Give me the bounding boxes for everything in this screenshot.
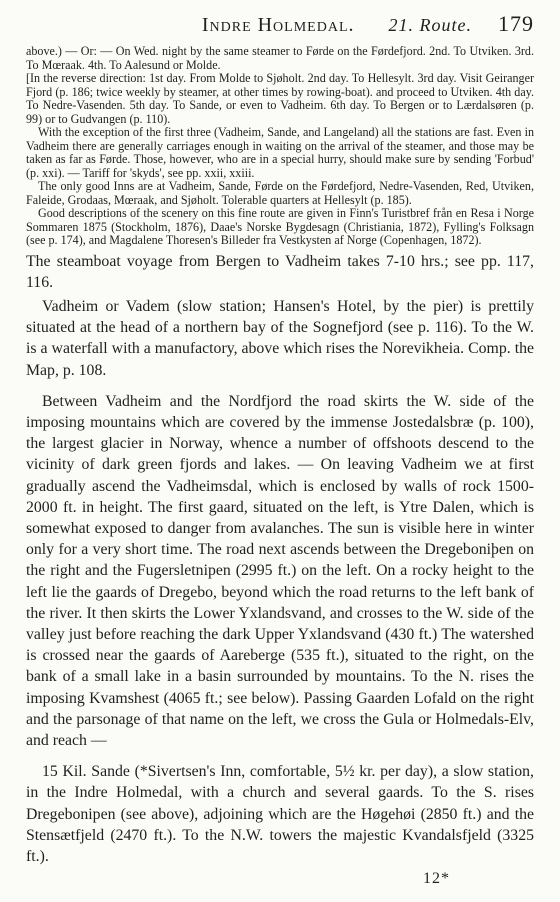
body-paragraph: The steamboat voyage from Bergen to Vadheim takes 7-10 hrs.; see pp. 117, 116. [26,252,534,291]
body-paragraph: Between Vadheim and the Nordfjord the road skirts the W. side of the imposing mountains which are covered by the immense Jostedalsbræ (p. 100), the largest glacier in Norway, whence a number of offshoots descend to the vicinity of dark green fjords and lakes. — On leaving Vadheim we at first gradually ascend the Vadheimsdal, which is enclosed by walls of rock 1500-2000 ft. in height. The first gaard, situated on the left, is Ytre Dalen, which is somewhat exposed to danger from avalanches. The sun is visible here in winter only for a very short time. The road next ascends between the Dregeboniþen on the right and the Fugersletnipen (2995 ft.) on the left. On a rocky height to the left lie the gaards of Dregebo, beyond which the road returns to the left bank of the river. It then skirts the Lower Yxlandsvand, and crosses to the W. side of the valley just before reaching the dark Upper Yxlandsvand (430 ft.) The watershed is crossed near the gaards of Aareberge (535 ft.), situated to the right, on the bank of a small lake in a basin surrounded by mountains. To the N. rises the imposing Kvamshest (4065 ft.; see below). Passing Gaarden Lofald on the right and the parsonage of that name on the left, we cross the Gula or Holmedals-Elv, and reach — [26,392,534,749]
body-paragraph: Vadheim or Vadem (slow station; Hansen's Hotel, by the pier) is prettily situated at the head of a northern bay of the Sognefjord (see p. 116). To the W. is a waterfall with a manufactory, above which rises the Norevikheia. Comp. the Map, p. 108. [26,297,534,379]
small-paragraph: above.) — Or: — On Wed. night by the same steamer to Førde on the Førdefjord. 2nd. To Utviken. 3rd. To Mœraak. 4th. To Aalesund or Molde. [26,44,534,72]
header-route: 21. Route. [388,15,472,35]
small-paragraph: Good descriptions of the scenery on this fine route are given in Finn's Turistbref från en Resa i Norge Sommaren 1875 (Stockholm, 1876), Daae's Norske Bygdesagn (Christiania, 1872), Fylling's Folksagn (see p. 174), and Magdalene Thoresen's Billeder fra Vestkysten af Norge (Copenhagen, 1872). [26,206,534,247]
signature-mark: 12* [423,870,450,887]
small-paragraph: With the exception of the first three (Vadheim, Sande, and Langeland) all the stations are fast. Even in Vadheim there are generally carriages enough in waiting on the arrival of the steamer, and those may be taken as far as Førde. Those, however, who are in a special hurry, should make sure by sending 'Forbud' (p. xxi). — Tariff for 'skyds', see pp. xxii, xxiii. [26,125,534,180]
small-paragraph: The only good Inns are at Vadheim, Sande, Førde on the Førdefjord, Nedre-Vasenden, Red, Utviken, Faleide, Grodaas, Mœraak, and Sjøholt. Tolerable quarters at Hellesylt (p. 185). [26,179,534,207]
small-paragraph: [In the reverse direction: 1st day. From Molde to Sjøholt. 2nd day. To Hellesylt. 3rd day. Visit Geiranger Fjord (p. 186; twice weekly by steamer, at other times by rowing-boat). and proceed to Utviken. 4th day. To Nedre-Vasenden. 5th day. To Sande, or even to Vadheim. 6th day. To Bergen or to Lærdalsøren (p. 99) or to Gudvangen (p. 110). [26,71,534,126]
running-header [26,10,534,39]
small-print-section [26,45,534,248]
page-number: 179 [498,11,534,36]
main-text-section [26,251,534,868]
header-title: Indre Holmedal. [201,14,355,36]
body-paragraph: 15 Kil. Sande (*Sivertsen's Inn, comfortable, 5½ kr. per day), a slow station, in the Indre Holmedal, with a church and several gaards. To the S. rises Dregebonipen (see above), adjoining which are the Høgehøi (2850 ft.) and the Stensætfjeld (2470 ft.). To the N.W. towers the majestic Kvandalsfjeld (3325 ft.). [26,763,534,865]
